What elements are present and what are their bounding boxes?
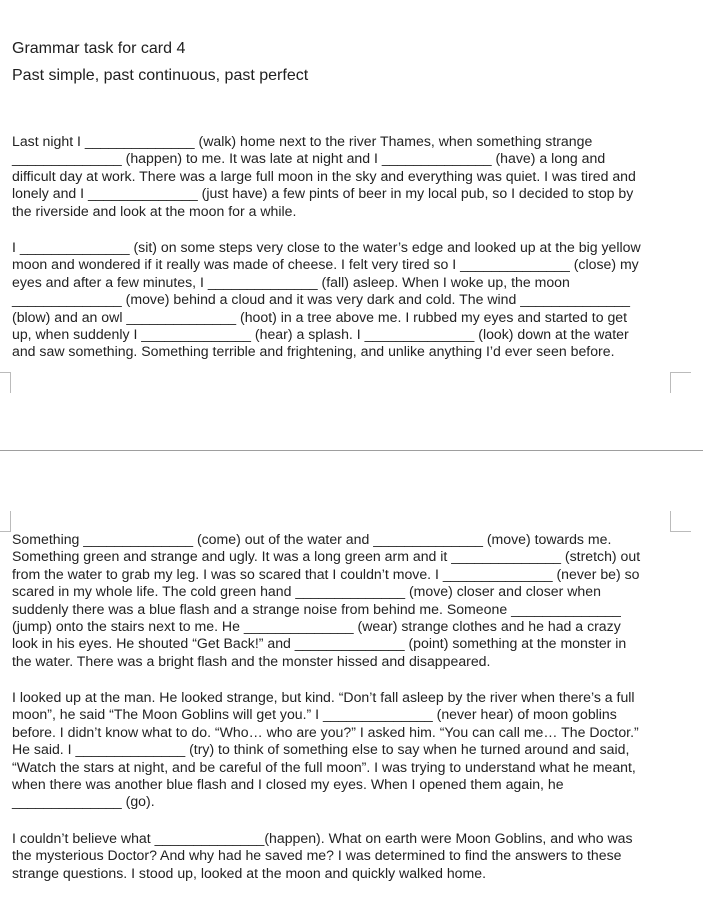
document-subtitle: Past simple, past continuous, past perfect [12, 67, 309, 84]
paragraph-line: Something green and strange and ugly. It was a long green arm and it ______________ (stretch) out [12, 548, 641, 565]
paragraph-line: the riverside and look at the moon for a while. [12, 202, 297, 219]
paragraph-line: moon”, he said “The Moon Goblins will get you.” I ______________ (never hear) of moon goblins [12, 706, 617, 723]
paragraph-line: Last night I ______________ (walk) home next to the river Thames, when something strange [12, 133, 593, 149]
paragraph-line: the mysterious Doctor? And why had he saved me? I was determined to find the answers to these [12, 847, 622, 864]
paragraph-line: eyes and after a few minutes, I ______________ (fall) asleep. When I woke up, the moon [12, 273, 570, 290]
paragraph-line: He said. I ______________ (try) to think of something else to say when he turned around and said, [12, 741, 630, 758]
paragraph-line: difficult day at work. There was a large full moon in the sky and everything was quiet. I was tired and [12, 167, 636, 184]
paragraph-line: Something ______________ (come) out of the water and ______________ (move) towards me. [12, 531, 612, 547]
margin-corner-mark [0, 511, 11, 532]
margin-corner-mark [670, 372, 691, 393]
story-paragraph [12, 239, 674, 361]
story-paragraph [12, 133, 674, 220]
paragraph-line: (blow) and an owl ______________ (hoot) in a tree above me. I rubbed my eyes and started to get [12, 308, 628, 325]
paragraph-line: and saw something. Something terrible and frightening, and unlike anything I’d ever seen before. [12, 343, 615, 360]
paragraph-line: scared in my whole life. The cold green hand ______________ (move) closer and closer when [12, 583, 601, 600]
margin-corner-mark [0, 372, 11, 393]
page-break-line [0, 450, 703, 451]
paragraph-line: up, when suddenly I ______________ (hear) a splash. I ______________ (look) down at the water [12, 326, 629, 343]
paragraph-line: “Watch the stars at night, and be careful of the full moon”. I was trying to understand what he meant, [12, 758, 636, 775]
paragraph-line: strange questions. I stood up, looked at the moon and quickly walked home. [12, 864, 486, 881]
story-paragraph [12, 689, 674, 811]
paragraph-line: ______________ (happen) to me. It was late at night and I ______________ (have) a long and [12, 150, 606, 167]
paragraph-line: lonely and I ______________ (just have) a few pints of beer in my local pub, so I decided to stop by [12, 185, 634, 202]
paragraph-line: look in his eyes. He shouted “Get Back!” and ______________ (point) something at the monster in [12, 635, 627, 652]
paragraph-line: suddenly there was a blue flash and a strange noise from behind me. Someone ______________ [12, 600, 621, 617]
story-paragraph [12, 531, 674, 670]
margin-corner-mark [670, 511, 691, 532]
paragraph-line: ______________ (go). [12, 793, 155, 810]
paragraph-line: I ______________ (sit) on some steps very close to the water’s edge and looked up at the big yellow [12, 239, 641, 255]
document-title: Grammar task for card 4 [12, 40, 186, 57]
paragraph-line: (jump) onto the stairs next to me. He ______________ (wear) strange clothes and he had a crazy [12, 618, 621, 635]
paragraph-line: moon and wondered if it really was made of cheese. I felt very tired so I ______________ (close) my [12, 256, 639, 273]
story-paragraph [12, 830, 674, 882]
paragraph-line: I looked up at the man. He looked strange, but kind. “Don’t fall asleep by the river when there’s a full [12, 689, 635, 705]
paragraph-line: from the water to grab my leg. I was so scared that I couldn’t move. I ______________ (never be) so [12, 565, 640, 582]
paragraph-line: when there was another blue flash and I closed my eyes. When I opened them again, he [12, 776, 564, 793]
paragraph-line: ______________ (move) behind a cloud and it was very dark and cold. The wind ______________ [12, 291, 630, 308]
paragraph-line: the water. There was a bright flash and the monster hissed and disappeared. [12, 652, 491, 669]
paragraph-line: I couldn’t believe what ______________(happen). What on earth were Moon Goblins, and who was [12, 830, 633, 846]
paragraph-line: before. I didn’t know what to do. “Who… who are you?” I asked him. “You can call me… The Doctor.” [12, 723, 639, 740]
